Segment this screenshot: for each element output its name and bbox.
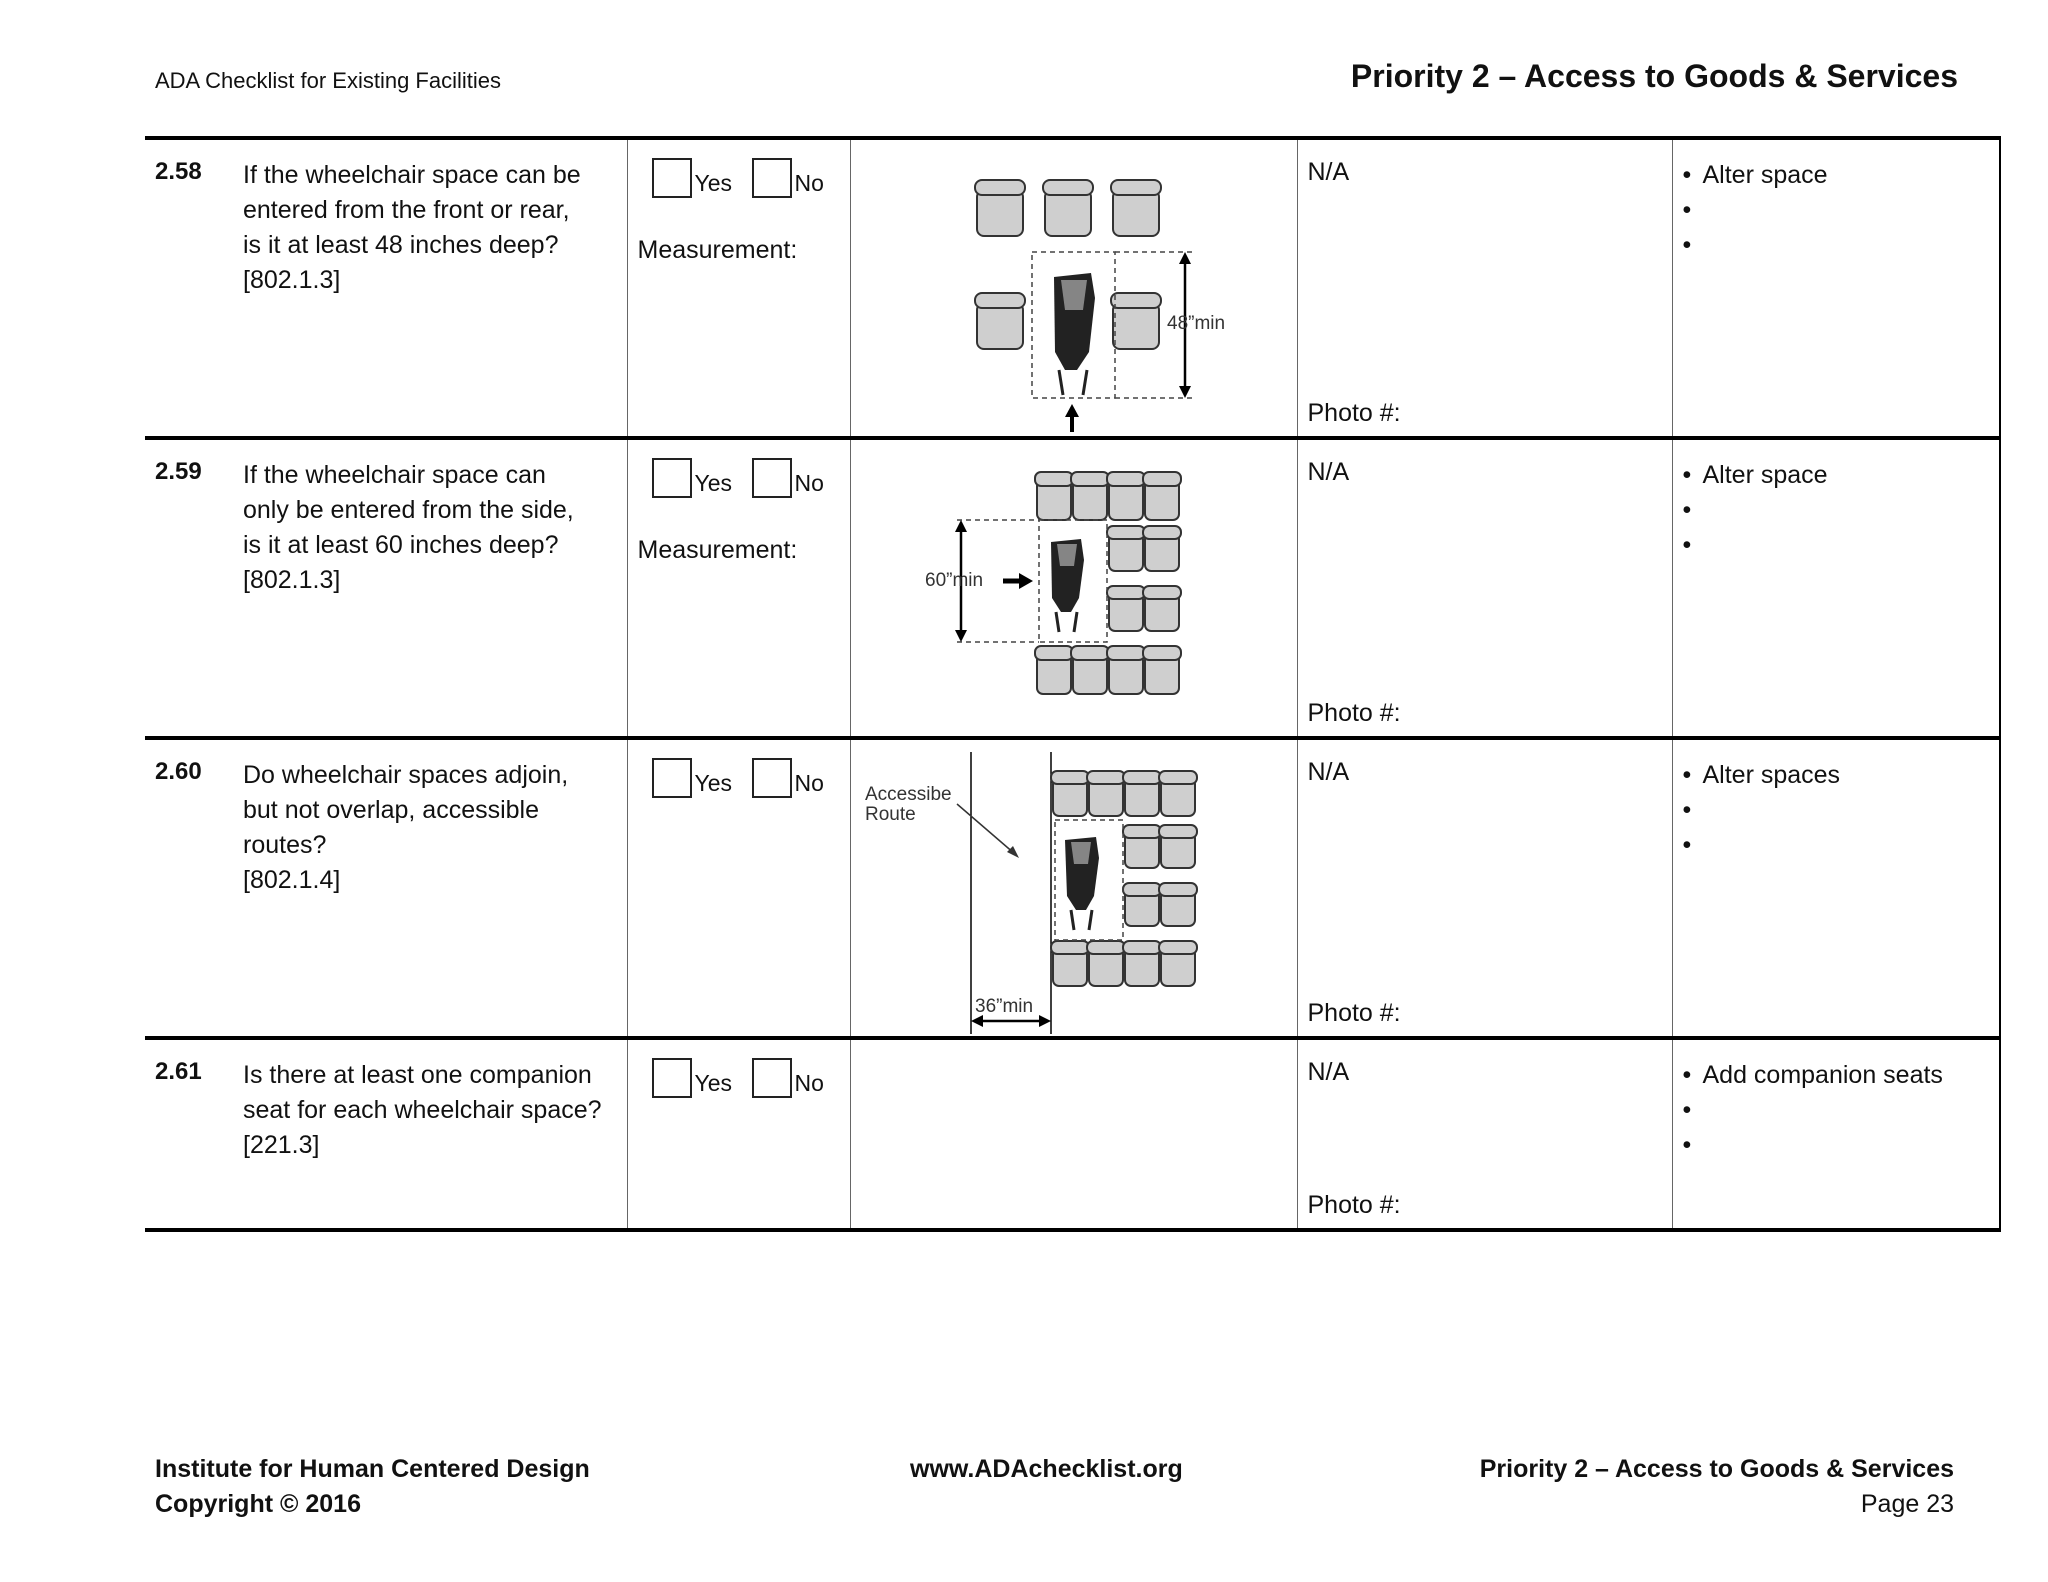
item-number: 2.60: [155, 758, 202, 785]
wheelchair-user-icon: [1051, 539, 1084, 632]
action-list: [1683, 458, 1828, 563]
item-number: 2.59: [155, 458, 202, 485]
yes-label: Yes: [694, 1070, 733, 1096]
yes-label: Yes: [694, 470, 733, 496]
no-checkbox[interactable]: [752, 758, 792, 798]
response-cell: [627, 138, 850, 438]
notes-cell: [1297, 1038, 1672, 1230]
front-rear-entry-diagram: [851, 140, 1298, 440]
question-text: If the wheelchair space can only be entered from the side, is it at least 60 inches deep? [802.1.3]: [243, 461, 574, 594]
notes-cell: [1297, 138, 1672, 438]
na-label: N/A: [1307, 1058, 1350, 1086]
accessible-route-diagram: [851, 740, 1298, 1040]
actions-cell: [1672, 1038, 2000, 1230]
response-cell: [627, 738, 850, 1038]
photo-label: Photo #:: [1307, 1191, 1401, 1219]
photo-label: Photo #:: [1307, 399, 1401, 427]
section-title: Priority 2 – Access to Goods & Services: [1350, 58, 1958, 94]
action-item: • Alter spaces: [1683, 758, 1841, 793]
question-cell: [145, 1038, 627, 1230]
actions-cell: [1672, 438, 2000, 738]
yes-checkbox[interactable]: [652, 458, 692, 498]
yes-checkbox[interactable]: [652, 158, 692, 198]
notes-cell: [1297, 738, 1672, 1038]
document-title: ADA Checklist for Existing Facilities: [155, 68, 501, 93]
dimension-label: 48”min: [1166, 313, 1225, 334]
action-item: [1683, 828, 1841, 863]
no-checkbox[interactable]: [752, 458, 792, 498]
action-item: • Add companion seats: [1683, 1058, 1943, 1093]
route-label: Route: [864, 804, 916, 825]
dimension-label: 36”min: [974, 996, 1033, 1017]
checklist-table: [145, 136, 2001, 1232]
no-label: No: [794, 470, 824, 496]
figure-cell: [850, 438, 1297, 738]
item-number: 2.58: [155, 158, 202, 185]
footer-section-title: Priority 2 – Access to Goods & Services: [1479, 1455, 1954, 1483]
na-label: N/A: [1307, 158, 1350, 186]
wheelchair-user-icon: [1065, 837, 1099, 930]
question-text: Do wheelchair spaces adjoin, but not overlap, accessible routes? [802.1.4]: [243, 761, 569, 894]
figure-cell: [850, 1038, 1297, 1230]
item-number: 2.61: [155, 1058, 202, 1085]
notes-cell: [1297, 438, 1672, 738]
organization-name: Institute for Human Centered Design: [155, 1455, 590, 1483]
footer-org: [155, 1452, 590, 1522]
checklist-row: [145, 738, 2000, 1038]
question-cell: [145, 138, 627, 438]
action-list: [1683, 1058, 1943, 1163]
response-cell: [627, 438, 850, 738]
action-item: • Alter space: [1683, 158, 1828, 193]
footer-section: [1480, 1452, 1954, 1522]
action-list: [1683, 158, 1828, 263]
copyright: Copyright © 2016: [155, 1490, 361, 1518]
action-item: [1683, 528, 1828, 563]
photo-label: Photo #:: [1307, 699, 1401, 727]
figure-cell: [850, 738, 1297, 1038]
no-checkbox[interactable]: [752, 158, 792, 198]
actions-cell: [1672, 738, 2000, 1038]
no-label: No: [794, 1070, 824, 1096]
action-item: [1683, 793, 1841, 828]
question-cell: [145, 738, 627, 1038]
page-number: Page 23: [1860, 1490, 1954, 1518]
action-item: [1683, 1128, 1943, 1163]
yes-label: Yes: [694, 770, 733, 796]
no-checkbox[interactable]: [752, 1058, 792, 1098]
yes-label: Yes: [694, 170, 733, 196]
wheelchair-user-icon: [1054, 273, 1095, 395]
yes-checkbox[interactable]: [652, 758, 692, 798]
action-item: • Alter space: [1683, 458, 1828, 493]
action-item: [1683, 193, 1828, 228]
na-label: N/A: [1307, 458, 1350, 486]
action-item: [1683, 228, 1828, 263]
checklist-row: [145, 438, 2000, 738]
no-label: No: [794, 770, 824, 796]
no-label: No: [794, 170, 824, 196]
leader-line: [957, 804, 1015, 854]
checklist-row: [145, 138, 2000, 438]
checklist-row: [145, 1038, 2000, 1230]
question-text: Is there at least one companion seat for each wheelchair space? [221.3]: [243, 1061, 602, 1159]
action-list: [1683, 758, 1841, 863]
measurement-label: Measurement:: [637, 236, 798, 264]
action-item: [1683, 1093, 1943, 1128]
dimension-label: 60”min: [924, 570, 983, 591]
question-cell: [145, 438, 627, 738]
yes-checkbox[interactable]: [652, 1058, 692, 1098]
response-cell: [627, 1038, 850, 1230]
question-text: If the wheelchair space can be entered from the front or rear, is it at least 48 inches deep? [802.1.3]: [243, 161, 581, 294]
website-link[interactable]: www.ADAchecklist.org: [910, 1455, 1183, 1483]
na-label: N/A: [1307, 758, 1350, 786]
figure-cell: [850, 138, 1297, 438]
measurement-label: Measurement:: [637, 536, 798, 564]
actions-cell: [1672, 138, 2000, 438]
photo-label: Photo #:: [1307, 999, 1401, 1027]
side-entry-diagram: [851, 440, 1298, 740]
route-label: Accessibe: [864, 784, 952, 805]
action-item: [1683, 493, 1828, 528]
